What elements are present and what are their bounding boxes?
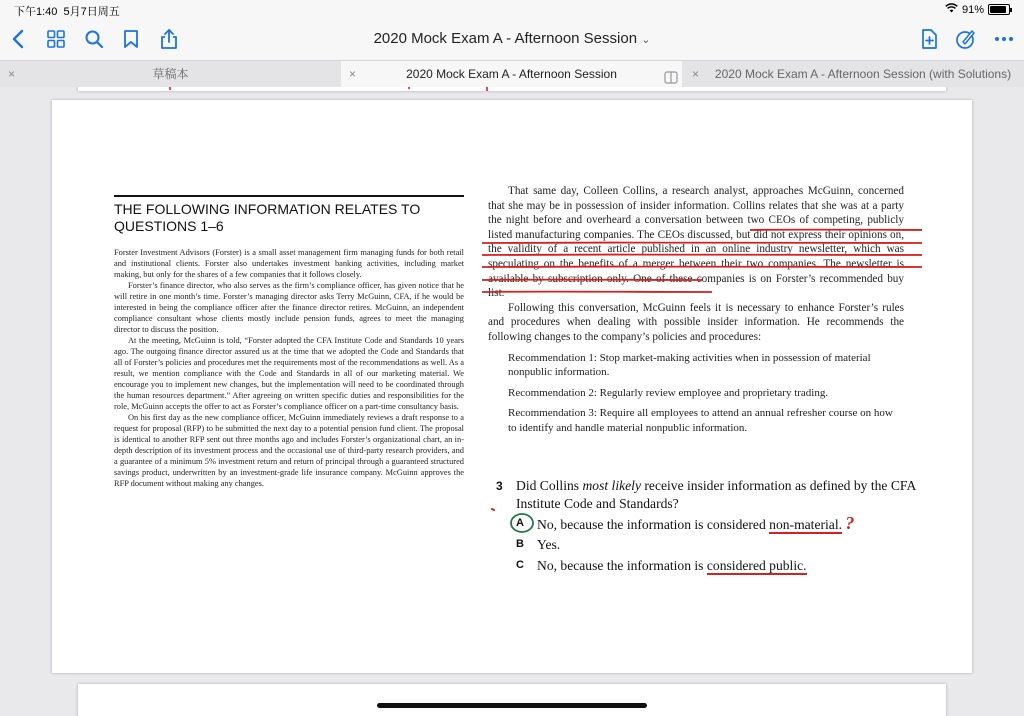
right-column [488, 184, 904, 435]
option-letter: C [516, 559, 524, 571]
status-bar [0, 0, 1024, 20]
answer-option-c[interactable] [516, 555, 936, 576]
paragraph: On his first day as the new compliance officer, McGuinn immediately reviews a draft response to a request for proposal (RFP) to be submitted the next day to a potential pension fund client. The proposal is identical to another RFP sent out three months ago and includes Forster’s organizational chart, an in-depth description of its investment process and the occasional use of third-party research providers, and a guarantee of a minimum 5% investment return and return of principal through a guaranteed structured savings product, underwritten by an investment-grade life insurance company. McGuinn approves the RFP document without making any changes. [114, 413, 464, 488]
paragraph: Following this conversation, McGuinn feels it is necessary to enhance Forster’s rules and procedures when dealing with possible insider information. He recommends the following changes to the company’s policies and procedures: [488, 301, 904, 343]
document-title[interactable]: 2020 Mock Exam A - Afternoon Session ⌄ [373, 30, 651, 47]
question-number: 3 [496, 479, 503, 493]
paragraph: Forster’s finance director, who also serves as the firm’s compliance officer, has given notice that he will retire in one month’s time. Forster’s managing director asks Terry McGuinn, CFA, if he would be interested in being the compliance officer after the finance director retires. McGuinn, an independent compliance consultant whose clients mostly include pension funds, agrees to meet the managing director to discuss the position. [114, 281, 464, 334]
previous-page [78, 87, 946, 91]
tab-afternoon-session[interactable]: × 2020 Mock Exam A - Afternoon Session [341, 61, 682, 87]
grid-view-icon[interactable] [44, 27, 68, 51]
status-right [945, 3, 1010, 16]
status-time: 下午1:40 5月7日周五 [14, 6, 120, 18]
document-page [52, 100, 972, 673]
left-column [114, 195, 464, 489]
markup-pen-icon[interactable] [954, 27, 978, 51]
document-viewer[interactable] [0, 87, 1024, 716]
paragraph: Forster Investment Advisors (Forster) is a small asset management firm managing funds for both retail and institutional clients. Forster also undertakes investment banking activities, including market making, but only for the shares of a few companies that it follows closely. [114, 248, 464, 279]
heading-rule [114, 195, 464, 197]
close-tab-icon[interactable]: × [349, 67, 357, 81]
answer-option-b[interactable] [516, 534, 936, 555]
navigation-bar [0, 20, 1024, 60]
section-heading: THE FOLLOWING INFORMATION RELATES TO QUESTIONS 1–6 [114, 201, 421, 234]
option-text: No, because the information is considered public. [537, 558, 807, 573]
home-indicator[interactable] [377, 703, 647, 708]
battery-icon [988, 4, 1010, 15]
bookmark-icon[interactable] [119, 27, 143, 51]
option-letter: B [516, 538, 524, 550]
tab-with-solutions[interactable]: × 2020 Mock Exam A - Afternoon Session (with Solutions) [682, 61, 1024, 87]
paragraph: That same day, Colleen Collins, a research analyst, approaches McGuinn, concerned that she may be in possession of insider information. Collins relates that she was at a party the night before and overheard a conversation between two CEOs of competing, publicly listed manufacturing companies. The CEOs discussed, but did not express their opinions on, the validity of a recent article published in an online industry newsletter, which was speculating on the benefits of a merger between their two companies. The newsletter is available by subscription only. One of these companies is on Forster’s recommended buy list. [488, 185, 904, 300]
battery-percent: 91% [961, 3, 984, 16]
back-chevron-icon[interactable] [6, 27, 30, 51]
question-text: Did Collins most likely receive insider information as defined by the CFA Institute Code and Standards? [516, 478, 916, 511]
recommendation: Recommendation 2: Regularly review employee and proprietary trading. [508, 386, 829, 399]
tab-scratchpad[interactable]: × 草稿本 [0, 61, 341, 87]
question-3 [496, 477, 936, 576]
option-text: Yes. [537, 537, 561, 552]
wifi-icon [945, 3, 958, 16]
recommendation: Recommendation 1: Stop market-making activities when in possession of material nonpublic information. [508, 351, 871, 379]
more-options-icon[interactable] [992, 27, 1016, 51]
question-mark-annotation: ? [845, 513, 855, 533]
paragraph: At the meeting, McGuinn is told, “Forster adopted the CFA Institute Code and Standards 10 years ago. The outgoing finance director assured us at the time that we adopted the Code and Standards that all of Forster’s policies and procedures met the requirements most of the recommendations as well. As a result, we mention compliance with the Code and Standards in all of our marketing material. We encourage you to implement new changes, but the implementation will need to be coordinated through the human resources department.” After agreeing on written specific duties and responsibilities for the role, McGuinn accepts the offer to act as Forster’s compliance officer on a part-time consultancy basis. [114, 336, 464, 411]
option-text: No, because the information is considered non-material. ? [537, 513, 855, 533]
option-letter: A [516, 517, 524, 529]
search-icon[interactable] [82, 27, 106, 51]
answer-option-a[interactable] [516, 513, 936, 534]
next-page [78, 684, 946, 716]
chevron-down-icon: ⌄ [641, 34, 651, 46]
close-tab-icon[interactable]: × [8, 67, 16, 81]
close-tab-icon[interactable]: × [692, 67, 700, 81]
add-page-icon[interactable] [917, 27, 941, 51]
tab-bar [0, 60, 1024, 88]
recommendation: Recommendation 3: Require all employees to attend an annual refresher course on how to identify and handle material nonpublic information. [508, 407, 893, 434]
share-icon[interactable] [157, 27, 181, 51]
